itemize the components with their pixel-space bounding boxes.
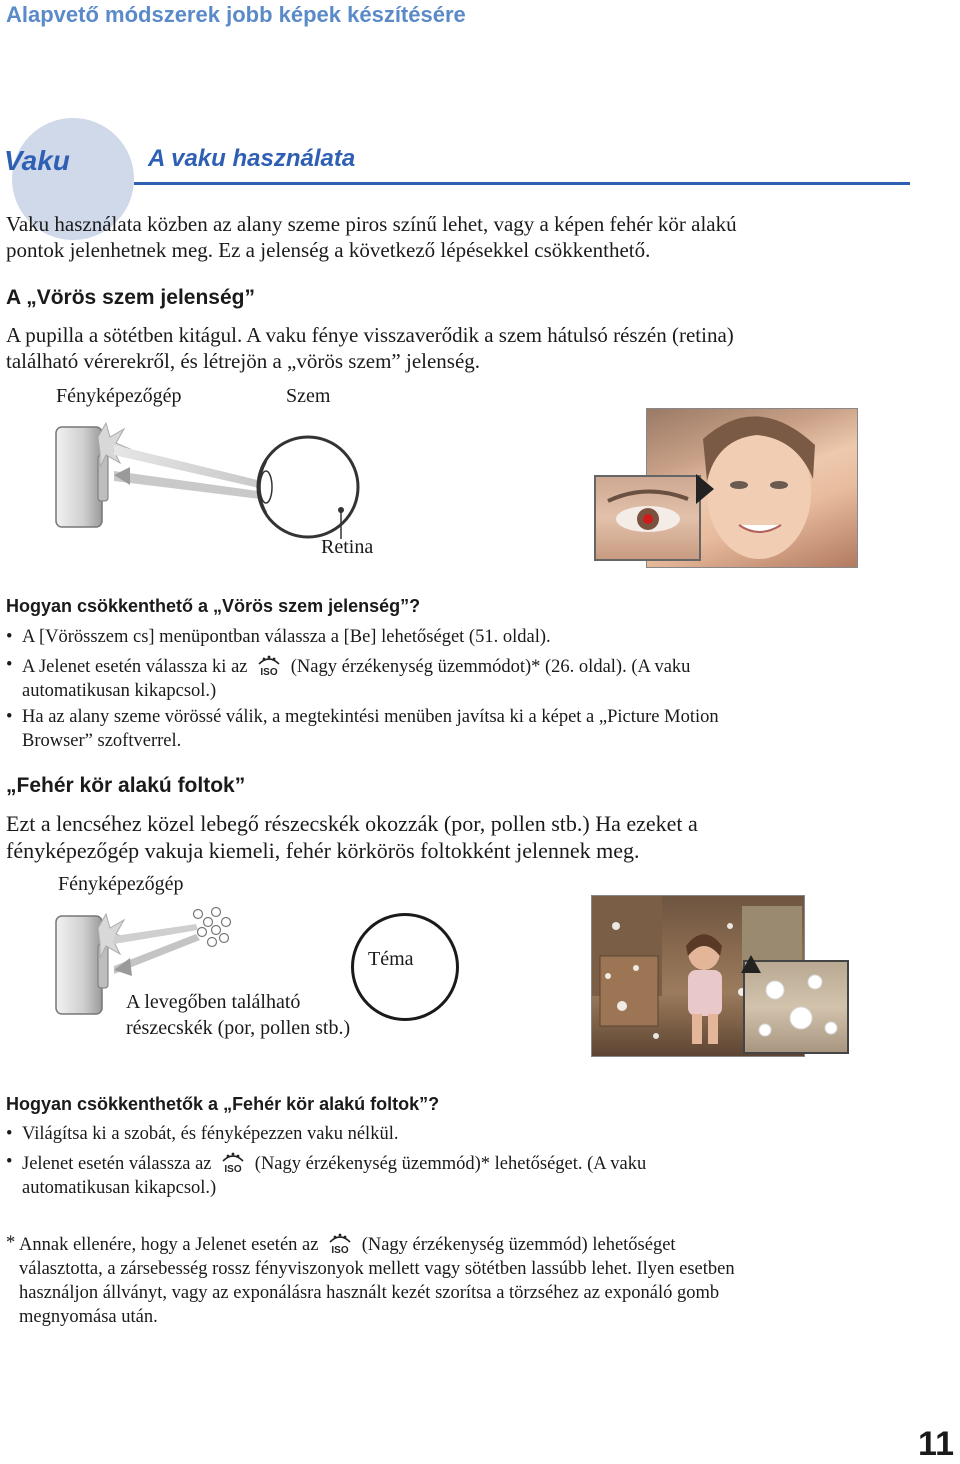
bullet-text: (Nagy érzékenység üzemmódot)* (26. oldal). (A vaku bbox=[290, 657, 691, 677]
red-eye-how-heading: Hogyan csökkenthető a „Vörös szem jelenség”? bbox=[6, 596, 421, 616]
section-rule bbox=[134, 182, 910, 185]
eye-label: Szem bbox=[286, 385, 331, 407]
bullet-text-continued: automatikusan kikapcsol.) bbox=[22, 1178, 217, 1198]
white-spots-bullet-1 bbox=[6, 1122, 932, 1146]
section-label: Vaku bbox=[4, 145, 70, 176]
bullet-dot: • bbox=[6, 627, 13, 647]
red-eye-text-line-2: található vérerekről, és létrejön a „vörös szem” jelenség. bbox=[6, 349, 481, 373]
page-number: 11 bbox=[918, 1425, 954, 1463]
particles-label bbox=[126, 989, 350, 1041]
intro-paragraph bbox=[6, 211, 926, 263]
page-header-title: Alapvető módszerek jobb képek készítésére bbox=[6, 2, 466, 27]
red-eye-heading: A „Vörös szem jelenség” bbox=[6, 286, 255, 309]
bullet-dot: • bbox=[6, 1152, 13, 1172]
white-spots-bullet-2 bbox=[6, 1150, 932, 1200]
section-title: A vaku használata bbox=[148, 145, 356, 172]
subject-label: Téma bbox=[368, 948, 414, 970]
footnote-line-4: megnyomása után. bbox=[19, 1307, 158, 1327]
bullet-text: (Nagy érzékenység üzemmód)* lehetőséget. (A vaku bbox=[254, 1154, 647, 1174]
camera-label: Fényképezőgép bbox=[56, 385, 182, 407]
white-spots-how-heading: Hogyan csökkenthetők a „Fehér kör alakú foltok”? bbox=[6, 1094, 440, 1114]
footnote-line-3: használjon állványt, vagy az exponálásra használt kezét szorítsa a törzséhez az exponáló gomb bbox=[19, 1283, 720, 1303]
white-spots-text-line-2: fényképezőgép vakuja kiemeli, fehér körkörös foltokként jelennek meg. bbox=[6, 838, 640, 863]
intro-line-2: pontok jelenhetnek meg. Ez a jelenség a következő lépésekkel csökkenthető. bbox=[6, 238, 651, 262]
white-spots-heading: „Fehér kör alakú foltok” bbox=[6, 774, 246, 797]
footnote-text: (Nagy érzékenység üzemmód) lehetőséget bbox=[361, 1235, 676, 1255]
footnote-text: Annak ellenére, hogy a Jelenet esetén az bbox=[19, 1235, 319, 1255]
zoom-pointer bbox=[696, 474, 716, 504]
bullet-text-continued: Browser” szoftverrel. bbox=[22, 731, 182, 751]
bullet-text-continued: automatikusan kikapcsol.) bbox=[22, 681, 217, 701]
particles-label-line-1: A levegőben található bbox=[126, 991, 301, 1013]
iso-high-sensitivity-icon bbox=[256, 653, 282, 677]
particles-illustration bbox=[194, 908, 231, 947]
bullet-text: Jelenet esetén válassza az bbox=[22, 1154, 212, 1174]
white-spots-paragraph bbox=[6, 810, 926, 864]
footnote bbox=[19, 1231, 929, 1329]
footnote-line-2: választotta, a zársebesség rossz fényviszonyok mellett vagy sötétben lassúbb lehet. Ilyen esetben bbox=[19, 1259, 735, 1279]
red-eye-closeup-photo bbox=[594, 475, 701, 561]
white-spots-closeup-photo bbox=[743, 960, 849, 1054]
red-eye-closeup-illustration bbox=[596, 477, 699, 559]
reflected-arrow-head bbox=[114, 467, 130, 485]
svg-text:ISO: ISO bbox=[331, 1245, 349, 1255]
footnote-star: * bbox=[6, 1233, 16, 1253]
red-eye-bullet-1 bbox=[6, 625, 932, 649]
white-spots-text-line-1: Ezt a lencséhez közel lebegő részecskék okozzák (por, pollen stb.) Ha ezeket a bbox=[6, 811, 698, 836]
red-eye-diagram bbox=[40, 415, 370, 540]
bullet-text: Ha az alany szeme vörössé válik, a megtekintési menüben javítsa ki a képet a „Picture Motion bbox=[22, 707, 719, 727]
red-eye-paragraph bbox=[6, 322, 926, 374]
retina-label: Retina bbox=[321, 536, 374, 558]
bullet-text: Világítsa ki a szobát, és fényképezzen vaku nélkül. bbox=[22, 1124, 399, 1144]
white-spots-closeup-illustration bbox=[745, 962, 847, 1052]
particles-label-line-2: részecskék (por, pollen stb.) bbox=[126, 1017, 351, 1039]
camera-label-2: Fényképezőgép bbox=[58, 873, 184, 895]
red-eye-bullet-2 bbox=[6, 653, 932, 703]
iso-high-sensitivity-icon bbox=[220, 1150, 246, 1174]
svg-text:ISO: ISO bbox=[260, 667, 278, 677]
bullet-dot: • bbox=[6, 1124, 13, 1144]
bullet-dot: • bbox=[6, 655, 13, 675]
eye-cross-section bbox=[258, 437, 358, 539]
bullet-dot: • bbox=[6, 707, 13, 727]
intro-line-1: Vaku használata közben az alany szeme piros színű lehet, vagy a képen fehér kör alakú bbox=[6, 212, 737, 236]
svg-text:ISO: ISO bbox=[224, 1164, 242, 1174]
iso-high-sensitivity-icon bbox=[327, 1231, 353, 1255]
footnote-line-1 bbox=[19, 1231, 929, 1257]
red-eye-bullet-3 bbox=[6, 705, 932, 753]
zoom-pointer-2 bbox=[741, 955, 761, 973]
bullet-text: A [Vörösszem cs] menüpontban válassza a [Be] lehetőséget (51. oldal). bbox=[22, 627, 551, 647]
red-eye-text-line-1: A pupilla a sötétben kitágul. A vaku fénye visszaverődik a szem hátulsó részén (retina) bbox=[6, 323, 734, 347]
bullet-text: A Jelenet esetén válassza ki az bbox=[22, 657, 248, 677]
